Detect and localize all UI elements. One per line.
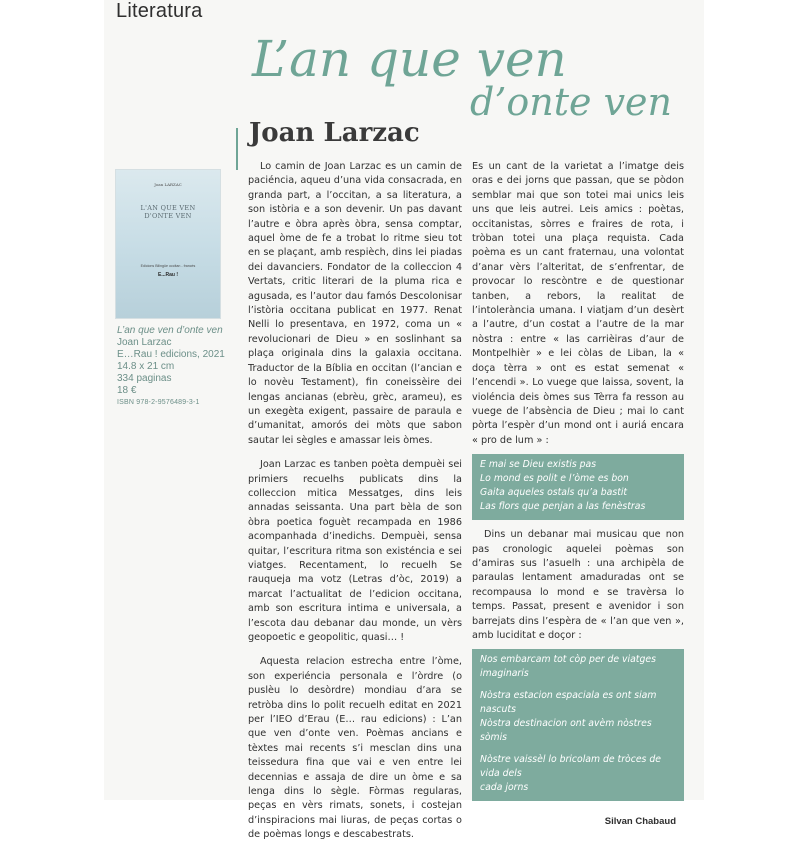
book-pages: 334 paginas <box>117 373 172 384</box>
publisher-logo: E...Rau ! <box>157 272 178 278</box>
article-signature: Silvan Chabaud <box>604 816 676 828</box>
paragraph: Joan Larzac es tanben poèta dempuèi sei primiers recuelhs publicats dins la colleccion mitica Messatges, dins leis annadas seissanta. Una part bèla de son òbra poetica foguèt recampada en 1986 acompanhada d’inedichs. Dempuèi, sensa quitar, l’escritura ritma son existéncia e sei viatges. Recentament, lo recuelh Se rauqueja ma votz (Letras d’òc, 2019) a marcat l’actualitat de l’edicion occitana, amb son escritura intima e universala, a l’escota dau debanar dau monde, un vèrs geopoetic e geopolitic, quasi… ! <box>248 459 462 643</box>
paragraph: Dins un debanar mai musicau que non pas cronologic aquelei poèmas son d’amiras sus l’asuelh : una archipèla de paraulas lentament amaduradas ont se recompausa lo mond e se travèrsa lo temps. Passat, present e avenidor i son barrejats dins l’espèra de « l’an que ven », amb luciditat e doçor : <box>472 529 684 641</box>
book-author: Joan Larzac <box>117 337 172 348</box>
article-column-right <box>472 160 684 830</box>
poem-line: Nòstra estacion espaciala es ont siam nascuts <box>480 690 657 716</box>
poem-stanza <box>480 653 676 681</box>
poem-quote-box <box>472 454 684 520</box>
poem-line: Lo mond es polit e l’òme es bon <box>480 473 629 485</box>
cover-title-line2: D'ONTE VEN <box>144 212 192 220</box>
poem-line: Nos embarcam tot còp per de viatges imaginaris <box>480 654 656 680</box>
cover-title-line1: L'AN QUE VEN <box>140 204 196 212</box>
poem-stanza <box>480 689 676 745</box>
book-isbn: ISBN 978-2-9576489-3-1 <box>117 399 200 406</box>
paragraph: Es un cant de la varietat a l’imatge deis oras e dei jorns que passan, que se pòdon semblar mai que son totei mai unics leis uns que leis autrei. Leis amics : poètas, occitanistas, sòrres e fraires de rota, i tròban totei una plaça requista. Cada poèma es un cant fraternau, una volontat d’anar vèrs l’alteritat, de s’enfrentar, de provocar lo rescòntre e de questionar tanben, a rebors, la realitat de l’intolerància umana. I viatjam d’un desèrt a l’autre, d’un costat a l’autre de la mar nòstra : entre « las carrièiras d’aur de Montpelhièr » e lei còlas de Liban, la « doça tèrra » ont es estat semenat « l’encendi ». Lo vuege que laissa, sovent, la violéncia deis òmes sus Tèrra fa resson au vuege de l’absència de Dieu ; mai lo cant pòrta l’espèr d’un mond ont i auriá encara « pro de lum » : <box>472 161 684 446</box>
poem-line: Las flors que penjan a las fenèstras <box>480 501 646 513</box>
cover-title <box>116 204 220 220</box>
poem-line: Nòstra destinacion ont avèm nòstres sòmis <box>480 718 652 744</box>
cover-publisher-note: Edicions Bilingüe occitan - francés <box>140 264 196 268</box>
book-price: 18 € <box>117 385 137 396</box>
article-title-line1: L’an que ven <box>252 30 567 88</box>
article-title-line2: d’onte ven <box>470 80 673 124</box>
poem-quote-box <box>472 649 684 801</box>
paragraph: Aquesta relacion estrecha entre l’òme, son experiéncia personala e l’òrdre (o puslèu lo desòrdre) mondiau d’ara se retròba dins lo polit recuelh editat en 2021 per l’IEO d’Erau (E… rau edicions) : L’an que ven d’onte ven. Poèmas ancians e tèxtes mai recents s’i mesclan dins una teissedura fina que vai e ven entre lei decennias e assaja de dire un òme e sa lenga dins lo sègle. Fòrmas regularas, peças en vèrs rimats, sonets, i costejan d’inspiracions mai liuras, de peças cortas o de poèmas longs e descabestrats. <box>248 656 462 841</box>
section-label: Literatura <box>116 0 203 22</box>
poem-line: cada jorns <box>480 782 529 794</box>
paragraph: Lo camin de Joan Larzac es un camin de paciéncia, aqueu d’una vida consacrada, en granda part, a l’occitan, a sa literatura, a son istòria e a son devenir. Un pas davant l’autre e òbra après òbra, sensa comptar, aquel òme de fe a trobat lo ritme sieu tot en se plaçant, amb respièch, dins lei piadas dei davanciers. Fondator de la colleccion 4 Vertats, critic literari de la pluma rica e agusada, es l’autor dau famós Descolonisar l’istòria occitana publicat en 1977. Renat Nelli lo presentava, en 1972, coma un « revolucionari de Dieu » en soslinhant sa plaça originala dins la galaxia occitana. Traductor de la Bíblia en occitan (l’ancian e lo novèu Testament), fin coneissèire dei lengas ancianas (ebrèu, grèc, arameu), es un exegèta exigent, passaire de paraula e d’umanitat, amorós dei mòts que sabon sautar lei sègles e amassar leis òmes. <box>248 161 462 446</box>
book-publisher: E…Rau ! edicions, 2021 <box>117 349 225 360</box>
article-column-left <box>248 160 462 843</box>
book-title: L’an que ven d’onte ven <box>117 325 223 336</box>
cover-author: Joan LARZAC <box>154 182 182 187</box>
book-size: 14.8 x 21 cm <box>117 361 175 372</box>
book-details <box>117 325 237 409</box>
poem-stanza <box>480 753 676 795</box>
poem-line: Nòstre vaissèl lo bricolam de tròces de vida dels <box>480 754 661 780</box>
heading-rule <box>236 128 238 170</box>
poem-line: E mai se Dieu existis pas <box>480 459 597 471</box>
poem-line: Gaita aqueles ostals qu’a bastit <box>480 487 628 499</box>
author-heading: Joan Larzac <box>249 118 420 148</box>
book-cover-image <box>116 170 220 318</box>
